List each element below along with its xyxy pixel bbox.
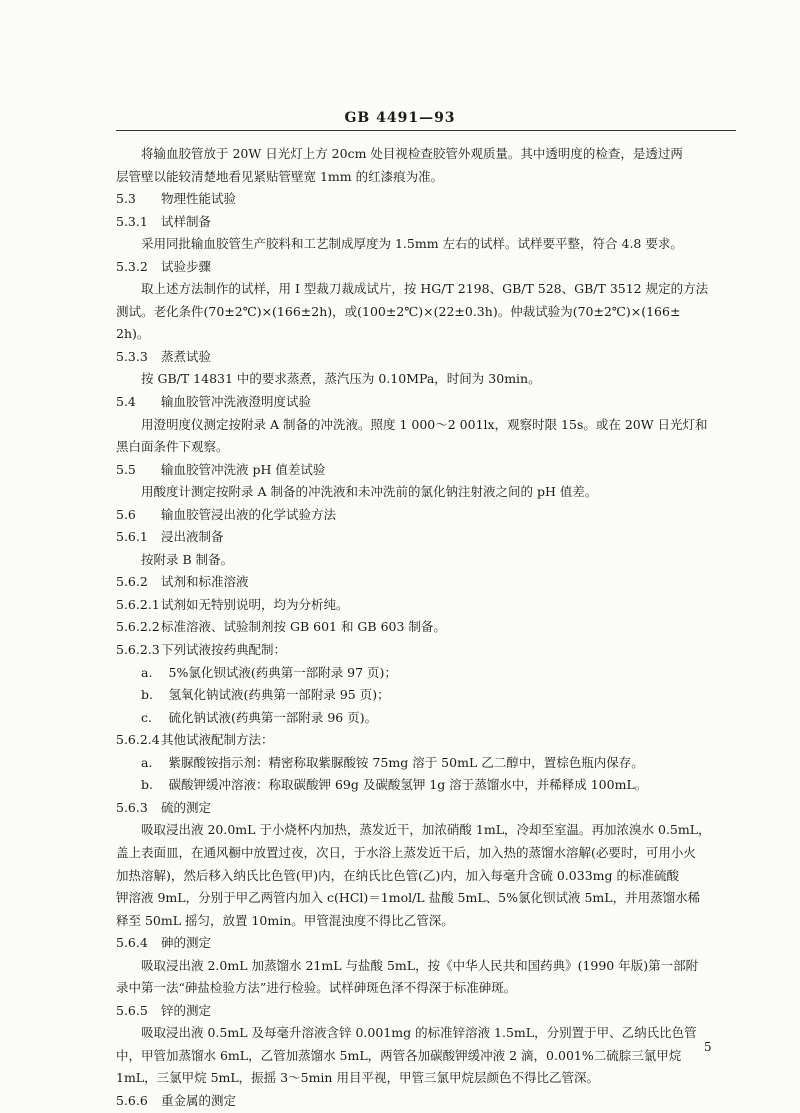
section-title: 试剂如无特别说明，均为分析纯。 xyxy=(161,596,349,612)
section-heading xyxy=(116,256,736,279)
section-number: 5.6.6 xyxy=(116,1092,148,1108)
section-heading xyxy=(116,571,736,594)
paragraph-line: 取上述方法制作的试样，用 I 型裁刀裁成试片，按 HG/T 2198、GB/T 528、GB/T 3512 规定的方法 xyxy=(141,281,709,297)
paragraph-continuation: 盖上表面皿，在通风橱中放置过夜，次日，于水浴上蒸发近干后，加入热的蒸馏水溶解(必要时，可用小火 xyxy=(116,844,696,860)
list-item xyxy=(116,684,736,707)
list-item xyxy=(116,662,736,685)
paragraph-line: 吸取浸出液 20.0mL 于小烧杯内加热，蒸发近干，加浓硝酸 1mL，冷却至室温。再加浓溴水 0.5mL， xyxy=(141,822,711,838)
paragraph-line: 按附录 B 制备。 xyxy=(141,551,234,567)
section-title: 标准溶液、试验制剂按 GB 601 和 GB 603 制备。 xyxy=(161,619,446,635)
section-number: 5.6.2 xyxy=(116,574,148,590)
paragraph-continuation: 2h)。 xyxy=(116,326,150,342)
list-item-text: 5%氯化钡试液(药典第一部附录 97 页)； xyxy=(168,664,397,680)
paragraph-line: 采用同批输血胶管生产胶料和工艺制成厚度为 1.5mm 左右的试样。试样要平整，符合 4.8 要求。 xyxy=(141,236,683,252)
section-number: 5.6.1 xyxy=(116,529,148,545)
section-title: 砷的测定 xyxy=(161,935,212,951)
paragraph-continuation: 录中第一法“砷盐检验方法”进行检验。试样砷斑色泽不得深于标准砷斑。 xyxy=(116,980,517,996)
paragraph-line: 将输血胶管放于 20W 日光灯上方 20cm 处目视检查胶管外观质量。其中透明度的检查，是透过两 xyxy=(141,146,683,161)
section-heading xyxy=(116,1090,736,1113)
section-heading xyxy=(116,459,736,482)
list-item-marker: c. xyxy=(141,709,152,725)
section-heading xyxy=(116,639,736,662)
list-item-text: 氢氧化钠试液(药典第一部附录 95 页)； xyxy=(168,687,390,703)
section-heading xyxy=(116,616,736,639)
section-heading xyxy=(116,932,736,955)
standard-code-header: GB 4491—93 xyxy=(344,110,456,126)
section-title: 硫的测定 xyxy=(161,799,212,815)
section-title: 锌的测定 xyxy=(161,1002,212,1018)
paragraph-continuation: 层管壁以能较清楚地看见紧贴管壁宽 1mm 的红漆痕为准。 xyxy=(116,168,444,184)
section-number: 5.6.2.3 xyxy=(116,642,160,658)
section-title: 试验步骤 xyxy=(161,258,212,274)
list-item xyxy=(116,752,736,775)
section-number: 5.6 xyxy=(116,506,136,522)
list-item xyxy=(116,707,736,730)
paragraph-continuation: 钾溶液 9mL，分别于甲乙两管内加入 c(HCl)＝1mol/L 盐酸 5mL、5%氯化钡试液 5mL，并用蒸馏水稀 xyxy=(116,890,701,906)
paragraph-line: 用澄明度仪测定按附录 A 制备的冲洗液。照度 1 000～2 001lx，观察时限 15s。或在 20W 日光灯和 xyxy=(141,416,708,432)
section-number: 5.6.2.1 xyxy=(116,596,160,612)
section-number: 5.4 xyxy=(116,394,136,410)
section-number: 5.6.2.2 xyxy=(116,619,160,635)
paragraph-line: 用酸度计测定按附录 A 制备的冲洗液和未冲洗前的氯化钠注射液之间的 pH 值差。 xyxy=(141,484,598,500)
section-title: 物理性能试验 xyxy=(161,191,237,207)
section-number: 5.3 xyxy=(116,191,136,207)
section-heading xyxy=(116,1000,736,1023)
section-number: 5.6.3 xyxy=(116,799,148,815)
list-item-text: 紫脲酸铵指示剂：精密称取紫脲酸铵 75mg 溶于 50mL 乙二醇中，置棕色瓶内保存。 xyxy=(168,754,644,770)
list-item-marker: a. xyxy=(141,664,153,680)
paragraph-continuation: 释至 50mL 摇匀，放置 10min。甲管混浊度不得比乙管深。 xyxy=(116,912,454,928)
section-heading xyxy=(116,504,736,527)
list-item-text: 硫化钠试液(药典第一部附录 96 页)。 xyxy=(168,709,378,725)
paragraph-continuation: 中，甲管加蒸馏水 6mL，乙管加蒸馏水 5mL，两管各加碳酸钾缓冲液 2 滴，0.001%二硫腙三氯甲烷 xyxy=(116,1047,682,1063)
page-number: 5 xyxy=(704,1040,712,1054)
list-item-text: 碳酸钾缓冲溶液：称取碳酸钾 69g 及碳酸氢钾 1g 溶于蒸馏水中，并稀释成 100mL。 xyxy=(168,777,648,793)
paragraph-line: 吸取浸出液 2.0mL 加蒸馏水 21mL 与盐酸 5mL，按《中华人民共和国药典》(1990 年版)第一部附 xyxy=(141,957,699,973)
section-title: 蒸煮试验 xyxy=(161,348,212,364)
section-heading xyxy=(116,391,736,414)
section-heading xyxy=(116,594,736,617)
header-rule xyxy=(116,130,736,131)
section-title: 输血胶管浸出液的化学试验方法 xyxy=(161,506,337,522)
section-title: 其他试液配制方法： xyxy=(161,732,274,748)
paragraph-line: 吸取浸出液 0.5mL 及每毫升溶液含锌 0.001mg 的标准锌溶液 1.5mL，分别置于甲、乙纳氏比色管 xyxy=(141,1025,697,1041)
section-number: 5.6.4 xyxy=(116,935,148,951)
list-item xyxy=(116,774,736,797)
section-heading xyxy=(116,729,736,752)
section-number: 5.3.1 xyxy=(116,213,148,229)
section-title: 输血胶管冲洗液 pH 值差试验 xyxy=(161,461,326,477)
paragraph-continuation: 测试。老化条件(70±2℃)×(166±2h)，或(100±2℃)×(22±0.3h)。仲裁试验为(70±2℃)×(166± xyxy=(116,303,681,319)
section-heading xyxy=(116,211,736,234)
section-number: 5.6.2.4 xyxy=(116,732,160,748)
section-heading xyxy=(116,346,736,369)
section-title: 试剂和标准溶液 xyxy=(161,574,249,590)
section-number: 5.3.2 xyxy=(116,258,148,274)
list-item-marker: a. xyxy=(141,754,153,770)
section-heading xyxy=(116,526,736,549)
paragraph-continuation: 黑白面条件下观察。 xyxy=(116,439,229,455)
paragraph-continuation: 1mL，三氯甲烷 5mL，振摇 3～5min 用目平视，甲管三氯甲烷层颜色不得比乙管深。 xyxy=(116,1070,599,1086)
section-number: 5.5 xyxy=(116,461,136,477)
paragraph-continuation: 加热溶解)，然后移入纳氏比色管(甲)内，在纳氏比色管(乙)内，加入每毫升含硫 0.033mg 的标准硫酸 xyxy=(116,867,679,883)
section-heading xyxy=(116,188,736,211)
list-item-marker: b. xyxy=(141,777,153,793)
section-title: 输血胶管冲洗液澄明度试验 xyxy=(161,394,312,410)
section-title: 下列试液按药典配制： xyxy=(161,642,287,658)
section-number: 5.3.3 xyxy=(116,348,148,364)
section-title: 试样制备 xyxy=(161,213,212,229)
section-title: 重金属的测定 xyxy=(161,1092,237,1108)
section-title: 浸出液制备 xyxy=(161,529,224,545)
document-body xyxy=(116,143,736,1113)
list-item-marker: b. xyxy=(141,687,153,703)
paragraph-line: 按 GB/T 14831 中的要求蒸煮，蒸汽压为 0.10MPa，时间为 30min。 xyxy=(141,371,541,387)
section-number: 5.6.5 xyxy=(116,1002,148,1018)
section-heading xyxy=(116,797,736,820)
